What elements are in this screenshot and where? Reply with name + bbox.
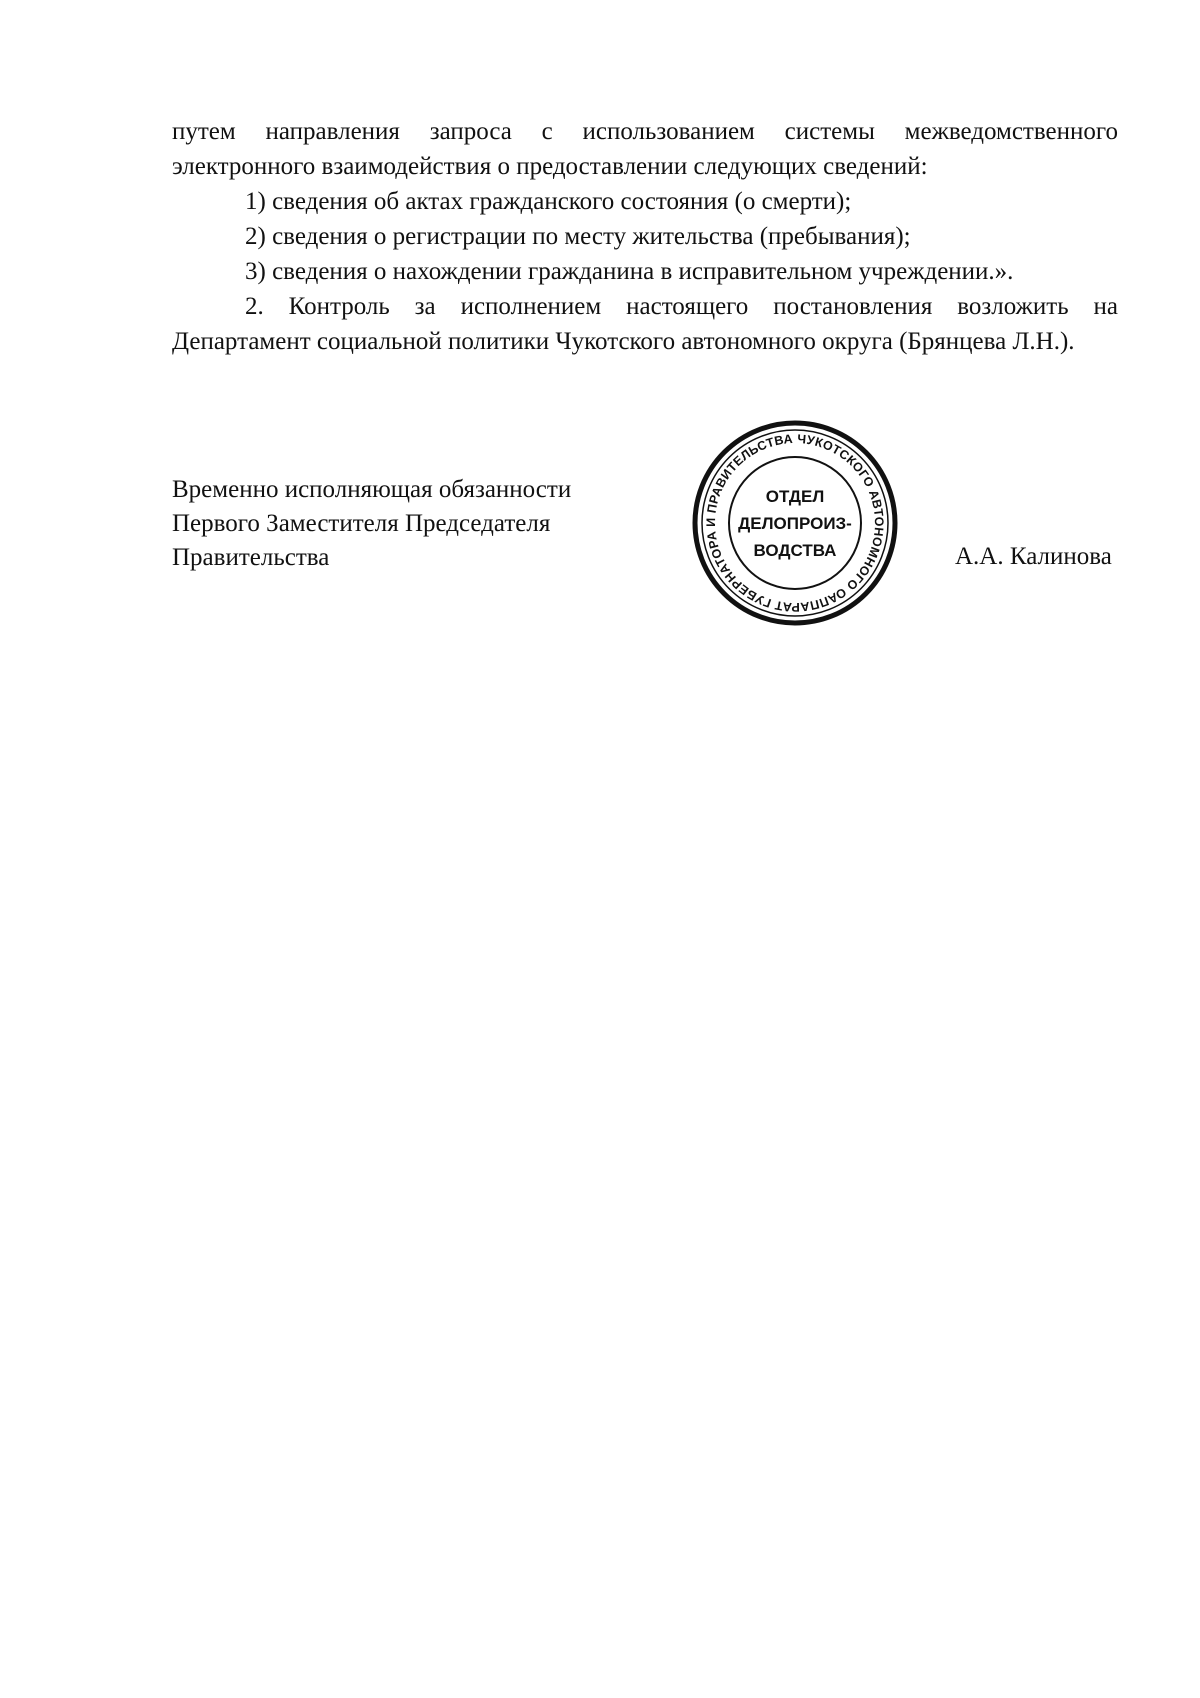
stamp-ring-text: АППАРАТ ГУБЕРНАТОРА И ПРАВИТЕЛЬСТВА ЧУКОТСКОГО АВТОНОМНОГО ОКРУГА (703, 431, 887, 615)
stamp-center-line: ВОДСТВА (753, 541, 837, 560)
list-item: 3) сведения о нахождении гражданина в исправительном учреждении.». (245, 258, 1014, 285)
official-stamp (690, 418, 900, 628)
position-line: Правительства (172, 544, 330, 571)
list-item: 2) сведения о регистрации по месту жительства (пребывания); (245, 223, 911, 250)
stamp-center-line: ОТДЕЛ (765, 487, 825, 506)
position-line: Первого Заместителя Председателя (172, 510, 551, 537)
stamp-center-line: ДЕЛОПРОИЗ- (738, 514, 852, 533)
paragraph: 2. Контроль за исполнением настоящего постановления возложить на Департамент социальной политики Чукотского автономного округа (Брянцева Л.Н.). (172, 293, 1118, 355)
stamp-seal (690, 418, 900, 628)
paragraph-line: электронного взаимодействия о предоставлении следующих сведений: (172, 153, 928, 180)
signer-name: А.А. Калинова (955, 543, 1112, 570)
signatory-position (172, 473, 571, 575)
position-line: Временно исполняющая обязанности (172, 476, 572, 503)
body-text (172, 114, 1118, 359)
list-item: 1) сведения об актах гражданского состояния (о смерти); (245, 188, 852, 215)
paragraph-line: путем направления запроса с использованием системы межведомственного (172, 118, 1118, 145)
